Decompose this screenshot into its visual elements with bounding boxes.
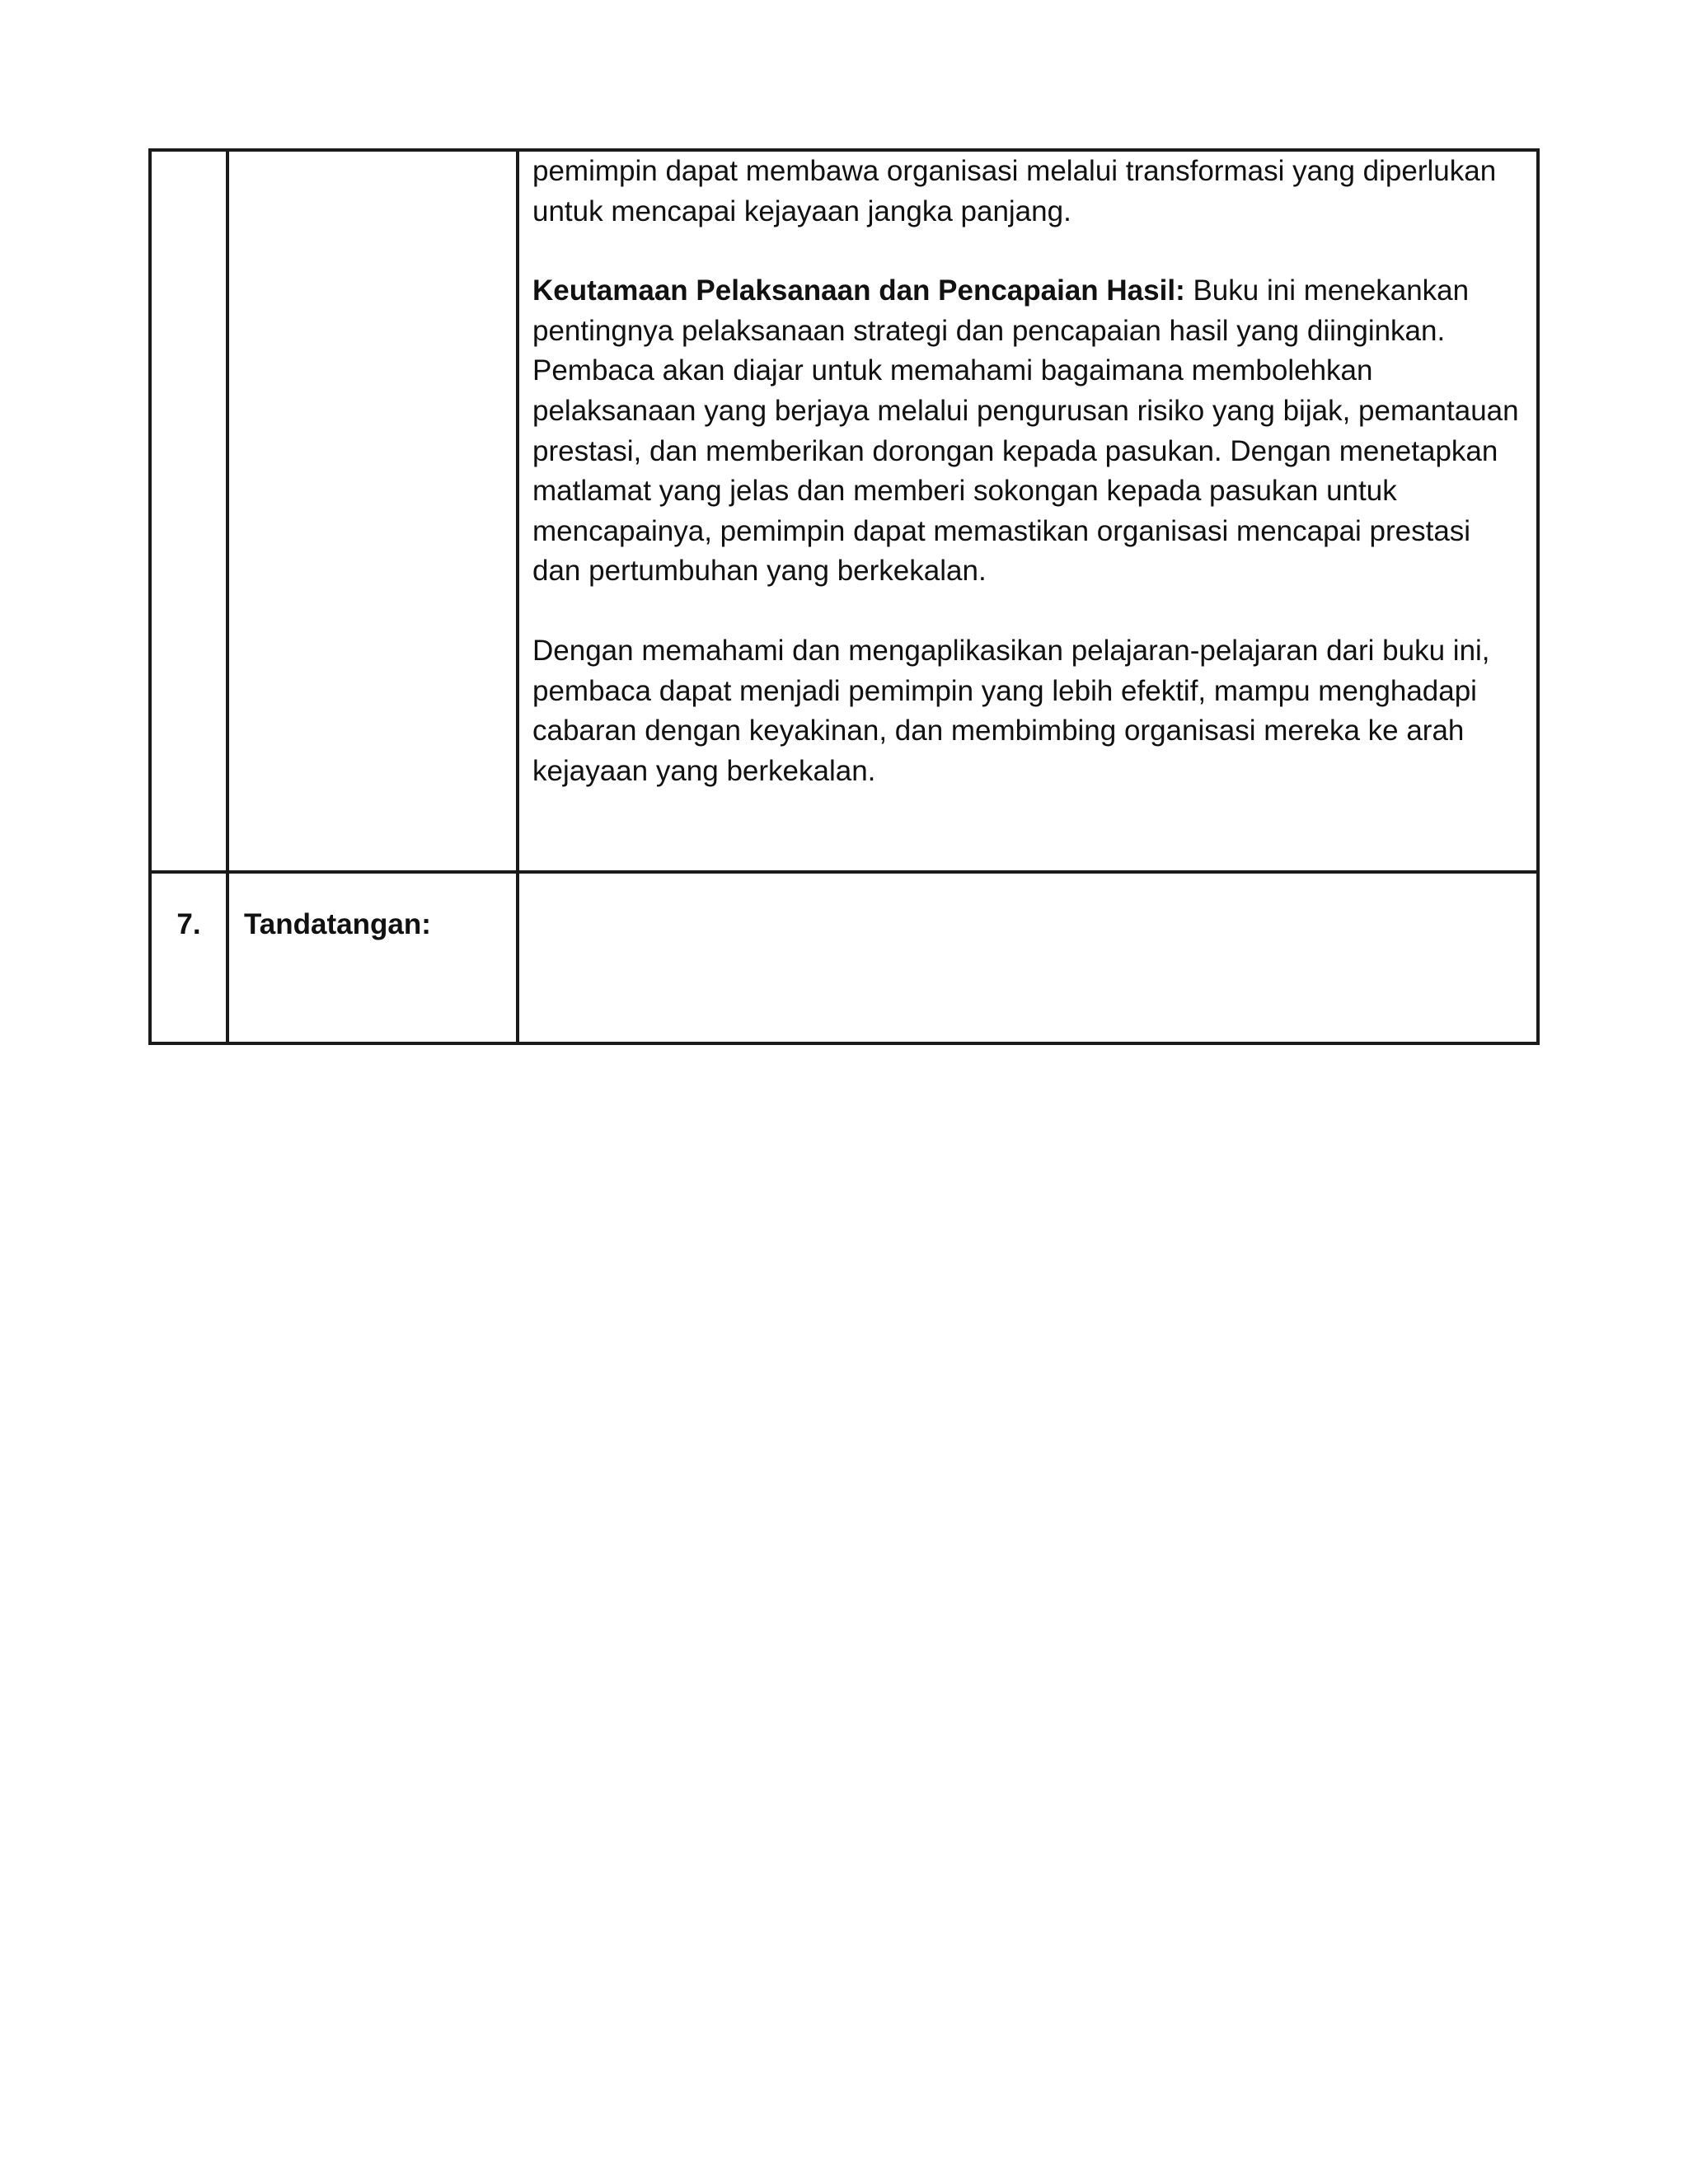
paragraph-transformation (532, 152, 1525, 232)
signature-field[interactable] (518, 872, 1538, 1043)
paragraph-conclusion (532, 631, 1525, 791)
paragraph-text: Buku ini menekankan pentingnya pelaksanaan strategi dan pencapaian hasil yang diinginkan. Pembaca akan diajar untuk memahami bagaimana membolehkan pelaksanaan yang berjaya melalui pengurusan risiko yang bijak, pemantauan prestasi, dan memberikan dorongan kepada pasukan. Dengan menetapkan matlamat yang jelas dan memberi sokongan kepada pasukan untuk mencapainya, pemimpin dapat memastikan organisasi mencapai prestasi dan pertumbuhan yang berkekalan. (532, 274, 1519, 588)
row-number-cell (150, 150, 227, 872)
row-content-cell (518, 150, 1538, 872)
form-table (148, 148, 1540, 1045)
signature-label: Tandatangan: (227, 872, 518, 1043)
table-row-signature (150, 872, 1538, 1043)
row-label-cell (227, 150, 518, 872)
table-row-continuation (150, 150, 1538, 872)
signature-number: 7. (150, 872, 227, 1043)
paragraph-execution (532, 271, 1525, 592)
paragraph-text: pemimpin dapat membawa organisasi melalui transformasi yang diperlukan untuk mencapai kejayaan jangka panjang. (532, 155, 1497, 227)
paragraph-text: Dengan memahami dan mengaplikasikan pelajaran-pelajaran dari buku ini, pembaca dapat menjadi pemimpin yang lebih efektif, mampu menghadapi cabaran dengan keyakinan, dan membimbing organisasi mereka ke arah kejayaan yang berkekalan. (532, 634, 1490, 787)
paragraph-heading: Keutamaan Pelaksanaan dan Pencapaian Hasil: (532, 274, 1185, 307)
